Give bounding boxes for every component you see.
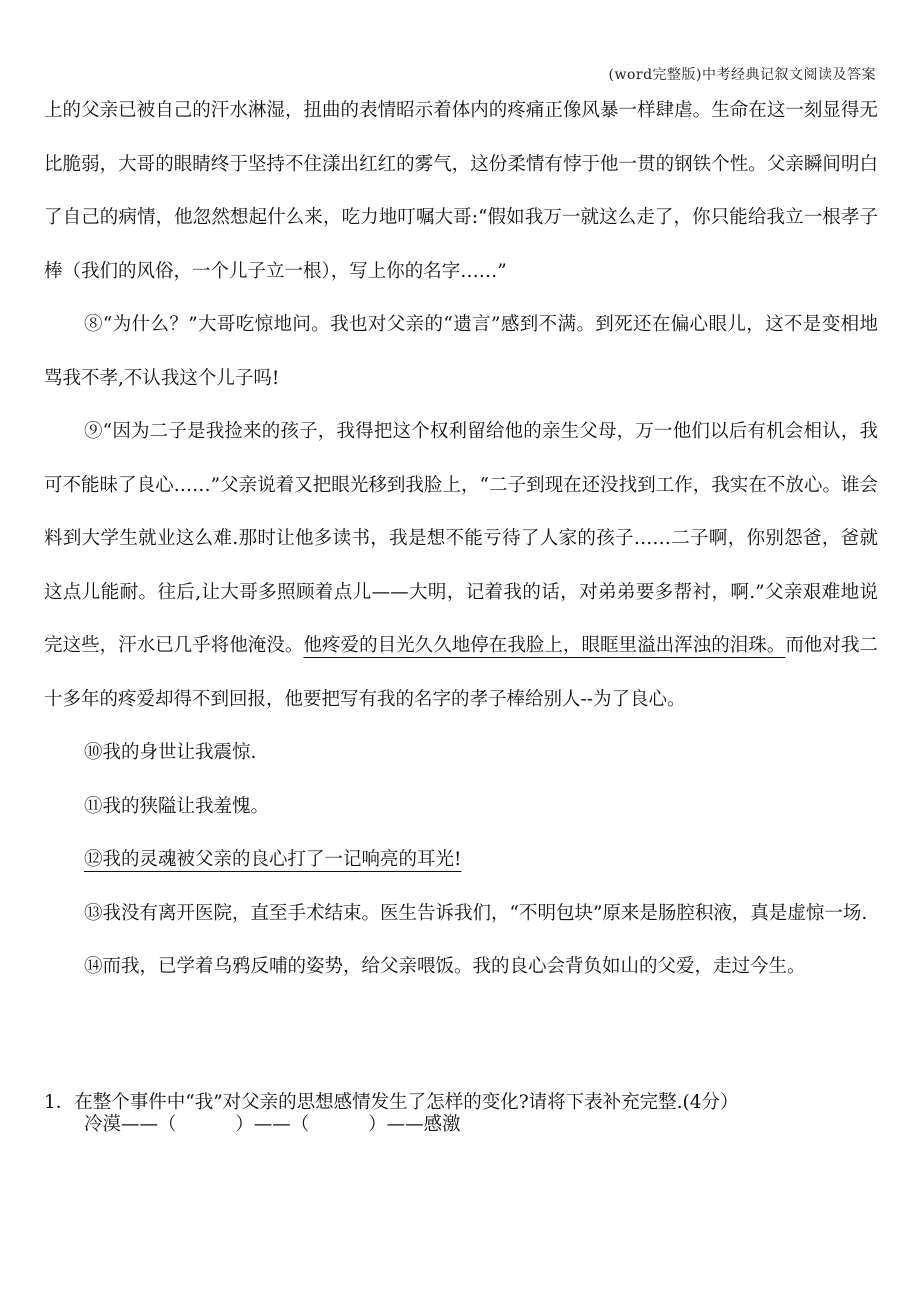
paragraph-continued: 上的父亲已被自己的汗水淋湿，扭曲的表情昭示着体内的疼痛正像风暴一样肆虐。生命在这一刻显得无比脆弱，大哥的眼睛终于坚持不住漾出红红的雾气，这份柔情有悖于他一贯的钢铁个性。父亲瞬间明白了自己的病情，他忽然想起什么来，吃力地叮嘱大哥:“假如我万一就这么走了，你只能给我立一根孝子棒（我们的风俗，一个儿子立一根），写上你的名字……” [44,100,878,282]
paragraph-13: ⑬我没有离开医院，直至手术结束。医生告诉我们，“不明包块”原来是肠腔积液，真是虚惊一场. [84,902,868,924]
paragraph-10: ⑩我的身世让我震惊. [84,742,257,763]
paragraph-11: ⑪我的狭隘让我羞愧。 [84,795,270,817]
question-1-answer-template: 冷漠——（ ）——（ ）——感激 [84,1114,461,1135]
paragraph-14: ⑭而我，已学着乌鸦反哺的姿势，给父亲喂饭。我的良心会背负如山的父爱，走过今生。 [84,956,806,977]
document-header: (word完整版)中考经典记叙文阅读及答案 [608,67,876,83]
paragraph-9-text-b: 而他对我二十多年的疼爱却得不到回报，他要把写有我的名字的孝子棒给别人--为了良心。 [44,635,878,710]
paragraph-12 [44,833,878,887]
paragraph-9-underlined-sentence: 他疼爱的目光久久地停在我脸上，眼眶里溢出浑浊的泪珠。 [303,635,786,656]
passage-body [44,84,878,994]
question-1: 1．在整个事件中“我”对父亲的思想感情发生了怎样的变化?请将下表补充完整.(4分） [44,1092,739,1113]
paragraph-9-text-a: ⑨“因为二子是我捡来的孩子，我得把这个权利留给他的亲生父母，万一他们以后有机会相认，我可不能昧了良心……”父亲说着又把眼光移到我脸上，“二子到现在还没找到工作，我实在不放心。谁会料到大学生就业这么难.那时让他多读书，我是想不能亏待了人家的孩子……二子啊，你别怨爸，爸就这点儿能耐。往后,让大哥多照顾着点儿——大明，记着我的话，对弟弟要多帮衬，啊.”父亲艰难地说完这些，汗水已几乎将他淹没。 [44,421,878,656]
paragraph-12-underlined: ⑫我的灵魂被父亲的良心打了一记响亮的耳光! [84,849,462,870]
paragraph-9 [44,405,878,726]
paragraph-8: ⑧“为什么？”大哥吃惊地问。我也对父亲的“遗言”感到不满。到死还在偏心眼儿，这不是变相地骂我不孝,不认我这个儿子吗! [44,314,878,389]
